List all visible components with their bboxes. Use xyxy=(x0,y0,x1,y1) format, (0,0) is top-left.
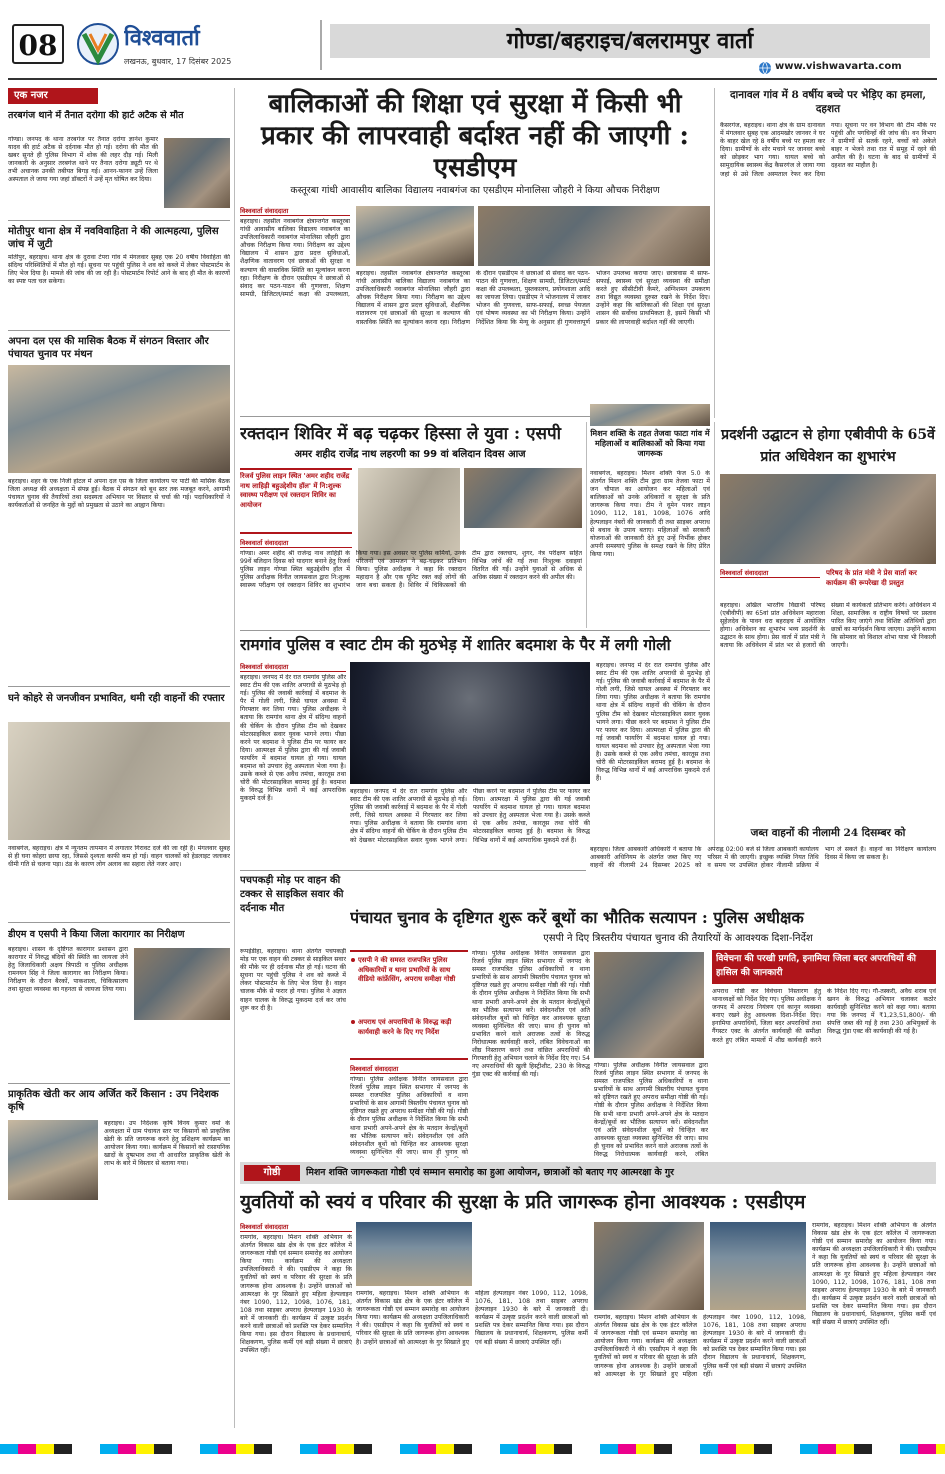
right-headline: दानावल गांव में 8 वर्षीय बच्चे पर भेड़िए का हमला, दहशत xyxy=(729,89,926,115)
mission-headline: मिशन शक्ति के तहत तेजवा फाटा गांव में महिलाओं व बालिकाओं को किया गया जागरूक xyxy=(590,428,710,458)
brief-body: मोतीपुर, बहराइच। थाना क्षेत्र के दुरावा टेपरा गांव में मंगलवार सुबह एक 20 वर्षीय विवाहिता की संदिग्ध परिस्थितियों में मौत हो गई। सूचना पर पहुंची पुलिस ने शव को कब्जे में लेकर पोस्टमार्टम के लिए भेज दिया है। मामले की जांच की जा रही है। पोस्टमार्टम रिपोर्ट आने के बाद ही मौत के कारणों का स्पष्ट पता चल सकेगा। xyxy=(8,254,230,286)
brief-headline: मोतीपुर थाना क्षेत्र में नवविवाहिता ने की आत्महत्या, पुलिस जांच में जुटी xyxy=(8,226,219,250)
bullet-marker-icon xyxy=(351,958,355,962)
brief-body: बहराइच। उप निदेशक कृषि विनय कुमार वर्मा के अध्यक्षता में ग्राम पंचायत स्तर पर किसानों को प्राकृतिक खेती के प्रति जागरूक करने हेतु प्रशिक्षण कार्यक्रम का आयोजन किया गया। कार्यक्रम में किसानों को रासायनिक खादों के दुष्प्रभाव तथा गौ आधारित प्राकृतिक खेती के लाभ के बारे में विस्तार से बताया गया। xyxy=(104,1120,230,1168)
blood-byline: विश्ववार्ता संवाददाता xyxy=(240,538,352,548)
blood-kicker-box xyxy=(240,468,352,534)
goshthi-byline: विश्ववार्ता संवाददाता xyxy=(240,1222,352,1232)
brief-photo xyxy=(8,365,230,473)
goshthi-headline: युवतियों को स्वयं व परिवार की सुरक्षा के प्रति जागरूक होना आवश्यक : एसडीएम xyxy=(240,1191,806,1213)
encounter-photo xyxy=(350,662,590,784)
goshthi-body-continued: रामगांव, बहराइच। मिशन शक्ति अभियान के अंतर्गत विकास खंड क्षेत्र के एक इंटर कॉलेज में जागरूकता गोष्ठी एवं सम्मान समारोह का आयोजन किया गया। कार्यक्रम की अध्यक्षता उपजिलाधिकारी ने की। एसडीएम ने कहा कि युवतियों को स्वयं व परिवार की सुरक्षा के प्रति जागरूक होना आवश्यक है। उन्होंने छात्राओं को आत्मरक्षा के गुर सिखाते हुए महिला हेल्पलाइन नंबर 1090, 112, 1098, 1076, 181, 108 तथा साइबर अपराध हेल्पलाइन 1930 के बारे में जानकारी दी। कार्यक्रम में उत्कृष्ट प्रदर्शन करने वाली छात्राओं को प्रशस्ति पत्र देकर सम्मानित किया गया। इस दौरान विद्यालय के प्रधानाचार्य, शिक्षकगण, पुलिस कर्मी एवं बड़ी संख्या में छात्राएं उपस्थित रहीं। xyxy=(356,1290,588,1346)
lead-body-continued: बहराइच। तहसील नवाबगंज क्षेत्रान्तर्गत कस्तूरबा गांधी आवासीय बालिका विद्यालय नवाबगंज का उपजिलाधिकारी नवाबगंज मोनालिसा जौहरी द्वारा औचक निरीक्षण किया गया। निरीक्षण का उद्देश्य विद्यालय में शासन द्वारा प्रदत्त सुविधाओं, शैक्षणिक वातावरण एवं छात्राओं की सुरक्षा व कल्याण की वास्तविक स्थिति का मूल्यांकन करना रहा। निरीक्षण के दौरान एसडीएम ने छात्राओं से संवाद कर पठन-पाठन की गुणवत्ता, शिक्षण सामग्री, डिजिटल/स्मार्ट कक्षा की उपलब्धता, पुस्तकालय, प्रयोगशाला आदि का जायजा लिया। एसडीएम ने भोजनालय में जाकर भोजन की गुणवत्ता, साफ-सफाई, स्वच्छ पेयजल एवं पोषण व्यवस्था का भी निरीक्षण किया। उन्होंने निर्देशित किया कि मेन्यू के अनुसार ही गुणवत्तापूर्ण भोजन उपलब्ध कराया जाए। छात्रावास में साफ-सफाई, स्वास्थ्य एवं सुरक्षा व्यवस्था की समीक्षा करते हुए सीसीटीवी कैमरे, अग्निशमन उपकरण तथा विद्युत व्यवस्था दुरुस्त रखने के निर्देश दिए। उन्होंने कहा कि बालिकाओं की शिक्षा एवं सुरक्षा शासन की सर्वोच्च प्राथमिकता है, इसमें किसी भी प्रकार की लापरवाही बर्दाश्त नहीं की जाएगी। xyxy=(356,270,710,326)
brief-headline: प्राकृतिक खेती कर आय अर्जित करें किसान : उप निदेशक कृषि xyxy=(8,1089,219,1113)
blood-body: गोण्डा। अमर शहीद श्री राजेन्द्र नाथ लाहिड़ी के 99वें बलिदान दिवस को यादगार बनाने हेतु रिजर्व पुलिस लाइन गोण्डा स्थित बहुउद्देशीय हॉल में पुलिस अधीक्षक विनीत जायसवाल द्वारा नि:शुल्क स्वास्थ्य परीक्षण एवं रक्तदान शिविर का शुभारंभ किया गया। इस अवसर पर पुलिस कर्मियों, उनके परिजनों एवं आमजन ने बढ़-चढ़कर प्रतिभाग किया। पुलिस अधीक्षक ने कहा कि रक्तदान महादान है और एक यूनिट रक्त कई लोगों की जान बचा सकता है। शिविर में चिकित्सकों की टीम द्वारा रक्तचाप, शुगर, नेत्र परीक्षण सहित विभिन्न जांचें की गईं तथा निःशुल्क दवाइयां वितरित की गईं। उन्होंने युवाओं से अधिक से अधिक संख्या में रक्तदान करने की अपील की। xyxy=(240,550,582,590)
accident-headline: पचपकड़ी मोड़ पर वाहन की टक्कर से साइकिल सवार की दर्दनाक मौत xyxy=(240,875,344,914)
globe-icon xyxy=(758,60,772,74)
panchayat-body-side: गोण्डा। पुलिस अधीक्षक विनीत जायसवाल द्वारा रिजर्व पुलिस लाइन स्थित सभागार में जनपद के समस्त राजपत्रित पुलिस अधिकारियों व थाना प्रभारियों के साथ आगामी त्रिस्तरीय पंचायत चुनाव को दृष्टिगत रखते हुए अपराध समीक्षा गोष्ठी की गई। गोष्ठी के दौरान पुलिस अधीक्षक ने निर्देशित किया कि सभी थाना प्रभारी अपने-अपने क्षेत्र के मतदान केन्द्रों/बूथों का भौतिक सत्यापन करें। संवेदनशील एवं अति संवेदनशील बूथों को चिन्हित कर आवश्यक सुरक्षा व्यवस्था सुनिश्चित की जाए। साथ ही चुनाव को प्रभावित करने वाले अराजक तत्वों के विरुद्ध निरोधात्मक कार्यवाही करने, लंबित xyxy=(594,1062,708,1158)
auction-body: बहराइच। जिला आबकारी अधिकारी ने बताया कि आबकारी अधिनियम के अंतर्गत जब्त किए गए वाहनों की नीलामी 24 दिसम्बर 2025 को अपराह्न 02:00 बजे से जिला आबकारी कार्यालय परिसर में की जाएगी। इच्छुक व्यक्ति नियत तिथि व समय पर उपस्थित होकर नीलामी प्रक्रिया में भाग ले सकते हैं। वाहनों का निरीक्षण कार्यालय दिवस में किया जा सकता है। xyxy=(590,846,936,870)
section-title: गोण्डा/बहराइच/बलरामपुर वार्ता xyxy=(506,28,754,54)
brief-body: नवाबगंज, बहराइच। क्षेत्र में न्यूनतम तापमान में लगातार गिरावट दर्ज की जा रही है। मंगलवार सुबह से ही घना कोहरा छाया रहा, जिससे दृश्यता काफी कम हो गई। वाहन चालकों को हेडलाइट जलाकर धीमी गति से चलना पड़ा। ठंड के कारण लोग अलाव का सहारा लेते नजर आए। xyxy=(8,845,230,869)
sp-portrait-photo xyxy=(594,952,704,1058)
brief-photo xyxy=(164,138,230,208)
abvp-byline: विश्ववार्ता संवाददाता xyxy=(720,568,820,578)
ek-nazar-label: एक नजर xyxy=(8,88,98,104)
panchayat-bullets-box xyxy=(350,950,468,1060)
goonda-body: अपराध गोष्ठी कर विवेचना निस्तारण हेतु थानाध्यक्षों को निर्देश दिए गए। पुलिस अधीक्षक ने जनपद में अपराध नियंत्रण एवं कानून व्यवस्था बनाए रखने हेतु आवश्यक दिशा-निर्देश दिए। इनामिया अपराधियों, जिला बदर अपराधियों तथा गैंगस्टर एक्ट के अंतर्गत कार्यवाही की समीक्षा करते हुए लंबित मामलों में शीघ्र कार्यवाही करने के निर्देश दिए गए। गौ-तस्करी, अवैध शराब एवं खनन के विरुद्ध अभियान चलाकर कठोर कार्यवाही सुनिश्चित करने को कहा गया। बताया गया कि जनपद में ₹1,23,51,800/- की संपत्ति जब्त की गई है तथा 230 अभियुक्तों के विरुद्ध गुंडा एक्ट की कार्यवाही की गई है। xyxy=(712,988,936,1044)
brand-name: विश्ववार्ता xyxy=(124,25,200,51)
ek-nazar-column xyxy=(8,88,230,1428)
abvp-press-photo xyxy=(720,474,936,564)
goshthi-kicker: मिशन शक्ति जागरूकता गोष्ठी एवं सम्मान समारोह का हुआ आयोजन, छात्राओं को बताए गए आत्मरक्षा के गुर xyxy=(306,1167,674,1178)
panchayat-bullet: अपराध एवं अपराधियों के विरुद्ध कड़ी कार्यवाही करने के दिए गए निर्देश xyxy=(358,1018,452,1036)
accident-rule xyxy=(240,870,586,871)
goshthi-photo xyxy=(356,1222,472,1286)
accident-body: रूपईडीहा, बहराइच। थाना अंतर्गत पचपकड़ी मोड़ पर एक वाहन की टक्कर से साइकिल सवार की मौके पर ही दर्दनाक मौत हो गई। घटना की सूचना पर पहुंची पुलिस ने शव को कब्जे में लेकर पोस्टमार्टम के लिए भेज दिया है। वाहन चालक मौके से फरार हो गया। पुलिस ने अज्ञात वाहन चालक के विरुद्ध मुकदमा दर्ज कर जांच शुरू कर दी है। xyxy=(240,948,346,1012)
fog-photo xyxy=(8,722,230,840)
panchayat-bullet: एसपी ने की समस्त राजपत्रित पुलिस अधिकारियों व थाना प्रभारियों के साथ वीडियो कांफ्रेंसिंग, अपराध समीक्षा गोष्ठी xyxy=(358,956,456,983)
lead-subhead: कस्तूरबा गांधी आवासीय बालिका विद्यालय नवाबगंज का एसडीएम मोनालिसा जौहरी ने किया औचक निरीक्षण xyxy=(290,185,660,196)
abvp-body: बहराइच। अखिल भारतीय विद्यार्थी परिषद (एबीवीपी) का 65वां प्रांत अधिवेशन महाराजा सुहेलदेव के पावन धरा बहराइच में आयोजित होगा। अधिवेशन का शुभारंभ भव्य प्रदर्शनी के उद्घाटन के साथ होगा। प्रेस वार्ता में प्रांत मंत्री ने बताया कि अधिवेशन में प्रांत भर से हजारों की संख्या में कार्यकर्ता प्रतिभाग करेंगे। अधिवेशन में शिक्षा, सामाजिक व राष्ट्रीय विषयों पर प्रस्ताव पारित किए जाएंगे तथा विशिष्ट अतिथियों द्वारा छात्रों का मार्गदर्शन किया जाएगा। उन्होंने बताया कि सोमवार को विशाल शोभा यात्रा भी निकाली जाएगी। xyxy=(720,602,936,650)
goshthi-tag: गोष्ठी xyxy=(244,1165,300,1181)
encounter-byline: विश्ववार्ता संवाददाता xyxy=(240,662,346,672)
page-number: 08 xyxy=(18,29,58,62)
encounter-rule xyxy=(240,630,710,631)
column-rule xyxy=(714,88,715,418)
website-link[interactable]: www.vishwavarta.com xyxy=(775,61,902,72)
brief-body: बहराइच। शासन के दृष्टिगत कारागार प्रशासन द्वारा कारागार में निरुद्ध बंदियों की स्थिति का जायजा लेने हेतु जिलाधिकारी अक्षय त्रिपाठी व पुलिस अधीक्षक रामनयन सिंह ने जिला कारागार का निरीक्षण किया। निरीक्षण के दौरान बैरकों, पाकशाला, चिकित्सालय तथा सुरक्षा व्यवस्था का गहनता से जायजा लिया गया। xyxy=(8,946,128,994)
lead-byline: विश्ववार्ता संवाददाता xyxy=(240,206,350,216)
column-rule xyxy=(714,422,715,848)
lead-photo xyxy=(478,206,710,266)
goonda-box xyxy=(712,950,936,1158)
brief-headline: तरबगंज थाने में तैनात दरोगा की हार्ट अटैक से मौत xyxy=(8,110,184,121)
panchayat-byline: विश्ववार्ता संवाददाता xyxy=(350,1064,468,1074)
mission-photo xyxy=(590,404,710,426)
mission-body: नवाबगंज, बहराइच। मिशन शक्ति फेज 5.0 के अंतर्गत मिशन शक्ति टीम द्वारा ग्राम तेजवा फाटा में जन चौपाल का आयोजन कर महिलाओं एवं बालिकाओं को उनके अधिकारों व सुरक्षा के प्रति जागरूक किया गया। टीम ने वूमेन पावर लाइन 1090, 112, 181, 1098, 1076 आदि हेल्पलाइन नंबरों की जानकारी दी तथा साइबर अपराध से बचाव के उपाय बताए। महिलाओं को सरकारी योजनाओं की जानकारी देते हुए उन्हें निर्भीक होकर अपनी समस्याएं पुलिस के समक्ष रखने के लिए प्रेरित किया गया। xyxy=(590,470,710,558)
print-color-strip xyxy=(0,1444,945,1454)
panchayat-body-continued: गोण्डा। पुलिस अधीक्षक विनीत जायसवाल द्वारा रिजर्व पुलिस लाइन स्थित सभागार में जनपद के समस्त राजपत्रित पुलिस अधिकारियों व थाना प्रभारियों के साथ आगामी त्रिस्तरीय पंचायत चुनाव को दृष्टिगत रखते हुए अपराध समीक्षा गोष्ठी की गई। गोष्ठी के दौरान पुलिस अधीक्षक ने निर्देशित किया कि सभी थाना प्रभारी अपने-अपने क्षेत्र के मतदान केन्द्रों/बूथों का भौतिक सत्यापन करें। संवेदनशील एवं अति संवेदनशील बूथों को चिन्हित कर आवश्यक सुरक्षा व्यवस्था सुनिश्चित की जाए। साथ ही चुनाव को प्रभावित करने वाले अराजक तत्वों के विरुद्ध निरोधात्मक कार्यवाही करने, लंबित विवेचनाओं का शीघ्र निस्तारण करने तथा वांछित अपराधियों की गिरफ्तारी हेतु अभियान चलाने के निर्देश दिए गए। 54 नए अपराधियों की खुली हिस्ट्रीशीट, 230 के विरुद्ध गुंडा एक्ट की कार्रवाई की गई। xyxy=(472,950,590,1079)
goshthi-photo xyxy=(594,1222,704,1310)
brief-headline: घने कोहरे से जनजीवन प्रभावित, थमी रही वाहनों की रफ्तार xyxy=(8,693,225,704)
goshthi-body: रामगांव, बहराइच। मिशन शक्ति अभियान के अंतर्गत विकास खंड क्षेत्र के एक इंटर कॉलेज में जागरूकता गोष्ठी एवं सम्मान समारोह का आयोजन किया गया। कार्यक्रम की अध्यक्षता उपजिलाधिकारी ने की। एसडीएम ने कहा कि युवतियों को स्वयं व परिवार की सुरक्षा के प्रति जागरूक होना आवश्यक है। उन्होंने छात्राओं को आत्मरक्षा के गुर सिखाते हुए महिला हेल्पलाइन नंबर 1090, 112, 1098, 1076, 181, 108 तथा साइबर अपराध हेल्पलाइन 1930 के बारे में जानकारी दी। कार्यक्रम में उत्कृष्ट प्रदर्शन करने वाली छात्राओं को प्रशस्ति पत्र देकर सम्मानित किया गया। इस दौरान विद्यालय के प्रधानाचार्य, शिक्षकगण, पुलिस कर्मी एवं बड़ी संख्या में छात्राएं उपस्थित रहीं। xyxy=(240,1234,352,1355)
column-rule xyxy=(234,88,235,1428)
brief-body: गोण्डा। जनपद के थाना तरबगंज पर तैनात दरोगा ज्ञानेश कुमार यादव की हार्ट अटैक से दर्दनाक मौत हो गई। दरोगा की मौत की खबर सुनते ही पुलिस विभाग में शोक की लहर दौड़ गई। मिली जानकारी के अनुसार तरबगंज थाने पर तैनात दरोगा ड्यूटी पर थे तभी अचानक उनकी तबीयत बिगड़ गई। आनन-फानन उन्हें जिला अस्पताल ले जाया गया जहां डॉक्टरों ने उन्हें मृत घोषित कर दिया। xyxy=(8,136,158,184)
bullet-marker-icon xyxy=(351,1020,355,1024)
encounter-side-body: बहराइच। जनपद में देर रात रामगांव पुलिस और स्वाट टीम की एक शातिर अपराधी से मुठभेड़ हो गई। पुलिस की जवाबी कार्रवाई में बदमाश के पैर में गोली लगी, जिसे घायल अवस्था में गिरफ्तार कर लिया गया। पुलिस अधीक्षक ने बताया कि रामगांव थाना क्षेत्र में संदिग्ध वाहनों की चेकिंग के दौरान पुलिस टीम को देखकर मोटरसाइकिल सवार युवक भागने लगा। पीछा करने पर बदमाश ने पुलिस टीम पर फायर कर दिया। आत्मरक्षा में पुलिस द्वारा की गई जवाबी फायरिंग में बदमाश घायल हो गया। घायल बदमाश को उपचार हेतु अस्पताल भेजा गया है। उसके कब्जे से एक अवैध तमंचा, कारतूस तथा चोरी की मोटरसाइकिल बरामद हुई है। बदमाश के विरुद्ध विभिन्न थानों में कई आपराधिक मुकदमे दर्ज हैं। xyxy=(596,662,710,783)
panchayat-subhead: एसपी ने दिए त्रिस्तरीय पंचायत चुनाव की तैयारियों के आवश्यक दिशा-निर्देश xyxy=(543,933,813,944)
blood-camp-photo xyxy=(464,468,582,528)
encounter-headline: रामगांव पुलिस व स्वाट टीम की मुठभेड़ में शातिर बदमाश के पैर में लगी गोली xyxy=(240,635,671,654)
abvp-caption: परिषद के प्रांत मंत्री ने प्रेस वार्ता कर कार्यक्रम की रूपरेखा दी प्रस्तुत xyxy=(826,569,917,587)
masthead-rule xyxy=(8,78,937,80)
auction-headline: जब्त वाहनों की नीलामी 24 दिसम्बर को xyxy=(750,827,906,839)
page-number-box xyxy=(12,24,64,64)
brief-headline: डीएम व एसपी ने किया जिला कारागार का निरीक्षण xyxy=(8,929,185,940)
encounter-body: बहराइच। जनपद में देर रात रामगांव पुलिस और स्वाट टीम की एक शातिर अपराधी से मुठभेड़ हो गई। पुलिस की जवाबी कार्रवाई में बदमाश के पैर में गोली लगी, जिसे घायल अवस्था में गिरफ्तार कर लिया गया। पुलिस अधीक्षक ने बताया कि रामगांव थाना क्षेत्र में संदिग्ध वाहनों की चेकिंग के दौरान पुलिस टीम को देखकर मोटरसाइकिल सवार युवक भागने लगा। पीछा करने पर बदमाश ने पुलिस टीम पर फायर कर दिया। आत्मरक्षा में पुलिस द्वारा की गई जवाबी फायरिंग में बदमाश घायल हो गया। घायल बदमाश को उपचार हेतु अस्पताल भेजा गया है। उसके कब्जे से एक अवैध तमंचा, कारतूस तथा चोरी की मोटरसाइकिल बरामद हुई है। बदमाश के विरुद्ध विभिन्न थानों में कई आपराधिक मुकदमे दर्ज हैं। xyxy=(240,674,346,803)
lead-headline: बालिकाओं की शिक्षा एवं सुरक्षा में किसी भी प्रकार की लापरवाही बर्दाश्त नहीं की जाएगी : एसडीएम xyxy=(261,89,689,183)
blood-subhead: अमर शहीद राजेंद्र नाथ लहरणी का 99 वां बलिदान दिवस आज xyxy=(294,449,526,460)
goonda-headline: विवेचना की परखी प्रगति, इनामिया जिला बदर अपराधियों की हासिल की जानकारी xyxy=(716,954,916,978)
goshthi-photo xyxy=(710,1222,806,1310)
blood-headline: रक्तदान शिविर में बढ़ चढ़कर हिस्सा ले युवा : एसपी xyxy=(240,424,562,444)
brand-logo-icon xyxy=(76,22,120,66)
dateline: लखनऊ, बुधवार, 17 दिसंबर 2025 xyxy=(124,57,232,66)
brief-headline: अपना दल एस की मासिक बैठक में संगठन विस्तार और पंचायत चुनाव पर मंथन xyxy=(8,336,209,360)
martyr-statue-photo xyxy=(358,468,460,560)
encounter-body-continued: बहराइच। जनपद में देर रात रामगांव पुलिस और स्वाट टीम की एक शातिर अपराधी से मुठभेड़ हो गई। पुलिस की जवाबी कार्रवाई में बदमाश के पैर में गोली लगी, जिसे घायल अवस्था में गिरफ्तार कर लिया गया। पुलिस अधीक्षक ने बताया कि रामगांव थाना क्षेत्र में संदिग्ध वाहनों की चेकिंग के दौरान पुलिस टीम को देखकर मोटरसाइकिल सवार युवक भागने लगा। पीछा करने पर बदमाश ने पुलिस टीम पर फायर कर दिया। आत्मरक्षा में पुलिस द्वारा की गई जवाबी फायरिंग में बदमाश घायल हो गया। घायल बदमाश को उपचार हेतु अस्पताल भेजा गया है। उसके कब्जे से एक अवैध तमंचा, कारतूस तथा चोरी की मोटरसाइकिल बरामद हुई है। बदमाश के विरुद्ध विभिन्न थानों में कई आपराधिक मुकदमे दर्ज हैं। xyxy=(350,788,590,844)
brief-body: बहराइच। शहर के एक निजी होटल में अपना दल एस के जिला कार्यालय पर पार्टी की मासिक बैठक जिला अध्यक्ष की अध्यक्षता में संपन्न हुई। बैठक में संगठन को बूथ स्तर तक मजबूत करने, आगामी पंचायत चुनाव की तैयारियों तथा सदस्यता अभियान पर विस्तार से चर्चा की गई। पदाधिकारियों ने कार्यकर्ताओं से जनहित के मुद्दों को प्रमुखता से उठाने का आह्वान किया। xyxy=(8,478,230,510)
goshthi-body-side: रामगांव, बहराइच। मिशन शक्ति अभियान के अंतर्गत विकास खंड क्षेत्र के एक इंटर कॉलेज में जागरूकता गोष्ठी एवं सम्मान समारोह का आयोजन किया गया। कार्यक्रम की अध्यक्षता उपजिलाधिकारी ने की। एसडीएम ने कहा कि युवतियों को स्वयं व परिवार की सुरक्षा के प्रति जागरूक होना आवश्यक है। उन्होंने छात्राओं को आत्मरक्षा के गुर सिखाते हुए महिला हेल्पलाइन नंबर 1090, 112, 1098, 1076, 181, 108 तथा साइबर अपराध हेल्पलाइन 1930 के बारे में जानकारी दी। कार्यक्रम में उत्कृष्ट प्रदर्शन करने वाली छात्राओं को प्रशस्ति पत्र देकर सम्मानित किया गया। इस दौरान विद्यालय के प्रधानाचार्य, शिक्षकगण, पुलिस कर्मी एवं बड़ी संख्या में छात्राएं उपस्थित रहीं। xyxy=(594,1314,806,1378)
abvp-headline: प्रदर्शनी उद्घाटन से होगा एबीवीपी के 65वें प्रांत अधिवेशन का शुभारंभ xyxy=(721,427,935,465)
masthead-divider xyxy=(320,20,322,70)
lead-photo xyxy=(356,206,474,266)
divider xyxy=(8,330,230,331)
lead-body: बहराइच। तहसील नवाबगंज क्षेत्रान्तर्गत कस्तूरबा गांधी आवासीय बालिका विद्यालय नवाबगंज का उपजिलाधिकारी नवाबगंज मोनालिसा जौहरी द्वारा औचक निरीक्षण किया गया। निरीक्षण का उद्देश्य विद्यालय में शासन द्वारा प्रदत्त सुविधाओं, शैक्षणिक वातावरण एवं छात्राओं की सुरक्षा व कल्याण की वास्तविक स्थिति का मूल्यांकन करना रहा। निरीक्षण के दौरान एसडीएम ने छात्राओं से संवाद कर पठन-पाठन की गुणवत्ता, शिक्षण सामग्री, डिजिटल/स्मार्ट कक्षा की उपलब्धता, xyxy=(240,218,350,298)
masthead xyxy=(0,0,945,82)
divider xyxy=(8,1083,230,1084)
divider xyxy=(8,220,230,221)
goshthi-body-right: रामगांव, बहराइच। मिशन शक्ति अभियान के अंतर्गत विकास खंड क्षेत्र के एक इंटर कॉलेज में जागरूकता गोष्ठी एवं सम्मान समारोह का आयोजन किया गया। कार्यक्रम की अध्यक्षता उपजिलाधिकारी ने की। एसडीएम ने कहा कि युवतियों को स्वयं व परिवार की सुरक्षा के प्रति जागरूक होना आवश्यक है। उन्होंने छात्राओं को आत्मरक्षा के गुर सिखाते हुए महिला हेल्पलाइन नंबर 1090, 112, 1098, 1076, 181, 108 तथा साइबर अपराध हेल्पलाइन 1930 के बारे में जानकारी दी। कार्यक्रम में उत्कृष्ट प्रदर्शन करने वाली छात्राओं को प्रशस्ति पत्र देकर सम्मानित किया गया। इस दौरान विद्यालय के प्रधानाचार्य, शिक्षकगण, पुलिस कर्मी एवं बड़ी संख्या में छात्राएं उपस्थित रहीं। xyxy=(812,1222,936,1327)
divider xyxy=(8,922,230,923)
panchayat-body: गोण्डा। पुलिस अधीक्षक विनीत जायसवाल द्वारा रिजर्व पुलिस लाइन स्थित सभागार में जनपद के समस्त राजपत्रित पुलिस अधिकारियों व थाना प्रभारियों के साथ आगामी त्रिस्तरीय पंचायत चुनाव को दृष्टिगत रखते हुए अपराध समीक्षा गोष्ठी की गई। गोष्ठी के दौरान पुलिस अधीक्षक ने निर्देशित किया कि सभी थाना प्रभारी अपने-अपने क्षेत्र के मतदान केन्द्रों/बूथों का भौतिक सत्यापन करें। संवेदनशील एवं अति संवेदनशील बूथों को चिन्हित कर आवश्यक सुरक्षा व्यवस्था सुनिश्चित की जाए। साथ ही चुनाव को xyxy=(350,1076,468,1156)
brief-photo xyxy=(8,1120,98,1200)
blood-kicker: रिजर्व पुलिस लाइन स्थित 'अमर शहीद राजेंद्र नाथ लाहिड़ी बहुउद्देशीय हॉल' में नि:शुल्क स्वास्थ्य परीक्षण एवं रक्तदान शिविर का आयोजन xyxy=(240,472,350,509)
divider xyxy=(8,686,230,687)
right-body: कैसरगंज, बहराइच। थाना क्षेत्र के ग्राम दानावल में मंगलवार सुबह एक आदमखोर जानवर ने घर के बाहर खेल रहे 8 वर्षीय बच्चे पर हमला कर दिया। ग्रामीणों के शोर मचाने पर जानवर बच्चे को छोड़कर भाग गया। घायल बच्चे को सामुदायिक स्वास्थ्य केंद्र कैसरगंज ले जाया गया जहां से उसे जिला अस्पताल रेफर कर दिया गया। सूचना पर वन विभाग की टीम मौके पर पहुंची और पगचिन्हों की जांच की। वन विभाग ने ग्रामीणों से सतर्क रहने, बच्चों को अकेले बाहर न भेजने तथा रात में समूह में रहने की अपील की है। घटना के बाद से ग्रामीणों में दहशत का माहौल है। xyxy=(720,122,936,178)
column-rule xyxy=(586,422,587,628)
panchayat-headline: पंचायत चुनाव के दृष्टिगत शुरू करें बूथों का भौतिक सत्यापन : पुलिस अधीक्षक xyxy=(350,908,804,927)
brief-photo xyxy=(134,948,230,1020)
